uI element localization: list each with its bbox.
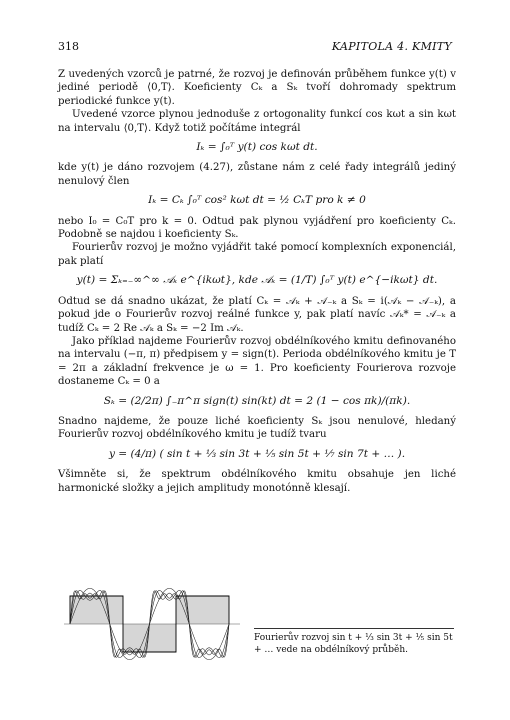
paragraph-3: kde y(t) je dáno rozvojem (4.27), zůstane nám z celé řady integrálů jediný nenulový člen	[58, 162, 456, 187]
square-wave-figure	[58, 584, 458, 664]
page-number: 318	[58, 40, 79, 53]
main-text	[58, 68, 456, 495]
fourier-plot	[58, 584, 248, 664]
running-header	[58, 40, 452, 54]
paragraph-8: Snadno najdeme, že pouze liché koeficienty Sₖ jsou nenulové, hledaný Fourierův rozvoj obdélníkového kmitu je tudíž tvaru	[58, 415, 456, 441]
equation-square-wave-series: y = (4/π) ( sin t + ⅓ sin 3t + ⅕ sin 5t + ⅐ sin 7t + … ).	[108, 447, 406, 460]
paragraph-2: Uvedené vzorce plynou jednoduše z ortogonality funkcí cos kωt a sin kωt na intervalu ⟨0,T⟩. Když totiž počítáme integrál	[58, 109, 456, 134]
paragraph-9: Všimněte si, že spektrum obdélníkového kmitu obsahuje jen liché harmonické složky a jejich amplitudy monotónně klesají.	[58, 469, 456, 494]
figure-caption: Fourierův rozvoj sin t + ⅓ sin 3t + ⅕ sin 5t + … vede na obdélníkový průběh.	[254, 628, 454, 656]
paragraph-1: Z uvedených vzorců je patrné, že rozvoj je definován průběhem funkce y(t) v jediné periodě ⟨0,T⟩. Koeficienty Cₖ a Sₖ tvoří dohromady spektrum periodické funkce y(t).	[58, 69, 456, 107]
paragraph-7: Jako příklad najdeme Fourierův rozvoj obdélníkového kmitu definovaného na intervalu (−π, π) předpisem y = sign(t). Perioda obdélníkového kmitu je T = 2π a základní frekvence je ω = 1. Pro koeficienty Fourierova rozvoje dostaneme Cₖ = 0 a	[58, 335, 456, 388]
equation-integral: Iₖ = ∫₀ᵀ y(t) cos kωt dt.	[196, 141, 318, 154]
paragraph-5: Fourierův rozvoj je možno vyjádřit také pomocí komplexních exponenciál, pak platí	[58, 242, 456, 267]
chapter-title: KAPITOLA 4. KMITY	[331, 40, 452, 53]
equation-nonzero-term: Iₖ = Cₖ ∫₀ᵀ cos² kωt dt = ½ CₖT pro k ≠ 0	[148, 194, 366, 207]
equation-sk: Sₖ = (2/2π) ∫₋π^π sign(t) sin(kt) dt = 2 (1 − cos πk)/(πk).	[103, 394, 411, 407]
paragraph-4: nebo I₀ = C₀T pro k = 0. Odtud pak plynou vyjádření pro koeficienty Cₖ. Podobně se najdou i koeficienty Sₖ.	[58, 215, 456, 241]
paragraph-6: Odtud se dá snadno ukázat, že platí Cₖ = 𝒜ₖ + 𝒜₋ₖ a Sₖ = i(𝒜ₖ − 𝒜₋ₖ), a pokud jde o Fourierův rozvoj reálné funkce y, pak platí navíc 𝒜ₖ* = 𝒜₋ₖ a tudíž Cₖ = 2 Re 𝒜ₖ a Sₖ = −2 Im 𝒜ₖ.	[58, 295, 456, 334]
equation-complex-form: y(t) = Σₖ₌₋∞^∞ 𝒜ₖ e^{ikωt}, kde 𝒜ₖ = (1/T) ∫₀ᵀ y(t) e^{−ikωt} dt.	[76, 274, 438, 287]
